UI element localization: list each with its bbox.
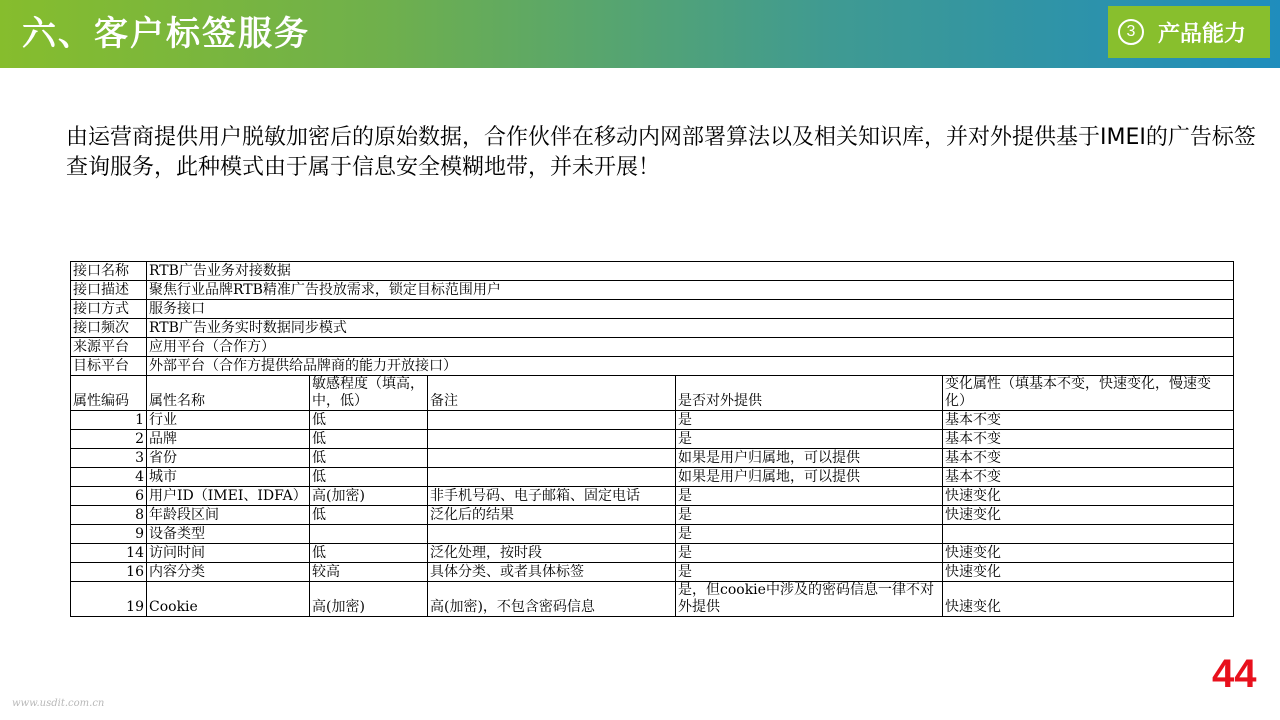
table-cell: [428, 411, 676, 430]
table-cell: 年龄段区间: [147, 506, 310, 525]
info-value: RTB广告业务对接数据: [147, 262, 1234, 281]
table-cell: 快速变化: [943, 506, 1234, 525]
table-cell: 是: [676, 525, 943, 544]
attr-code-cell: 8: [71, 506, 147, 525]
section-badge: [1108, 6, 1270, 58]
table-cell: 泛化后的结果: [428, 506, 676, 525]
table-cell: 快速变化: [943, 563, 1234, 582]
info-row: [71, 262, 1234, 281]
page-number: 44: [1212, 652, 1257, 696]
table-cell: 低: [310, 468, 428, 487]
info-row: [71, 300, 1234, 319]
table-cell: 是: [676, 563, 943, 582]
attr-header-cell: 是否对外提供: [676, 376, 943, 411]
attr-header-cell: 属性编码: [71, 376, 147, 411]
table-cell: 基本不变: [943, 430, 1234, 449]
info-label: 接口频次: [71, 319, 147, 338]
table-cell: 快速变化: [943, 544, 1234, 563]
attr-code-cell: 1: [71, 411, 147, 430]
table-cell: 低: [310, 449, 428, 468]
attr-code-cell: 9: [71, 525, 147, 544]
table-cell: 设备类型: [147, 525, 310, 544]
table-cell: 非手机号码、电子邮箱、固定电话: [428, 487, 676, 506]
table-row: [71, 544, 1234, 563]
table-cell: [428, 449, 676, 468]
info-value: 聚焦行业品牌RTB精准广告投放需求，锁定目标范围用户: [147, 281, 1234, 300]
table-cell: 用户ID（IMEI、IDFA）: [147, 487, 310, 506]
attr-header-row: [71, 376, 1234, 411]
table-cell: 高(加密): [310, 487, 428, 506]
table-cell: 低: [310, 544, 428, 563]
table-cell: 是: [676, 487, 943, 506]
table-row: [71, 582, 1234, 617]
info-label: 接口描述: [71, 281, 147, 300]
attr-code-cell: 6: [71, 487, 147, 506]
table-cell: 快速变化: [943, 487, 1234, 506]
table-cell: 高(加密)，不包含密码信息: [428, 582, 676, 617]
attr-code-cell: 4: [71, 468, 147, 487]
table-cell: 泛化处理，按时段: [428, 544, 676, 563]
page-title: 六、客户标签服务: [22, 14, 310, 54]
table-cell: 基本不变: [943, 411, 1234, 430]
info-value: 外部平台（合作方提供给品牌商的能力开放接口）: [147, 357, 1234, 376]
table-row: [71, 525, 1234, 544]
table-cell: 低: [310, 411, 428, 430]
table-row: [71, 487, 1234, 506]
attr-header-cell: 备注: [428, 376, 676, 411]
table-cell: 基本不变: [943, 468, 1234, 487]
attr-code-cell: 3: [71, 449, 147, 468]
table-cell: 是: [676, 411, 943, 430]
table-cell: 低: [310, 506, 428, 525]
interface-table: [70, 261, 1233, 617]
table-cell: 基本不变: [943, 449, 1234, 468]
table-row: [71, 468, 1234, 487]
info-row: [71, 281, 1234, 300]
table-cell: 访问时间: [147, 544, 310, 563]
section-number-icon: 3: [1118, 19, 1144, 45]
table-cell: 城市: [147, 468, 310, 487]
table-row: [71, 430, 1234, 449]
table-cell: 是: [676, 544, 943, 563]
table-cell: Cookie: [147, 582, 310, 617]
attr-code-cell: 19: [71, 582, 147, 617]
table-cell: 快速变化: [943, 582, 1234, 617]
table-cell: 较高: [310, 563, 428, 582]
table-cell: [428, 430, 676, 449]
table-cell: 内容分类: [147, 563, 310, 582]
table-cell: [428, 525, 676, 544]
intro-text: 由运营商提供用户脱敏加密后的原始数据，合作伙伴在移动内网部署算法以及相关知识库，并对外提供基于IMEI的广告标签查询服务，此种模式由于属于信息安全模糊地带，并未开展！: [66, 125, 1256, 180]
table-cell: 高(加密): [310, 582, 428, 617]
info-value: RTB广告业务实时数据同步模式: [147, 319, 1234, 338]
table-cell: 是: [676, 430, 943, 449]
table-cell: [428, 468, 676, 487]
attr-code-cell: 16: [71, 563, 147, 582]
table-cell: 如果是用户归属地，可以提供: [676, 468, 943, 487]
attr-header-cell: 敏感程度（填高，中，低）: [310, 376, 428, 411]
table-row: [71, 411, 1234, 430]
info-label: 目标平台: [71, 357, 147, 376]
attr-header-cell: 属性名称: [147, 376, 310, 411]
attr-code-cell: 2: [71, 430, 147, 449]
header-bar: [0, 0, 1280, 68]
attr-header-cell: 变化属性（填基本不变，快速变化，慢速变化）: [943, 376, 1234, 411]
table-cell: 低: [310, 430, 428, 449]
table-row: [71, 506, 1234, 525]
info-label: 接口方式: [71, 300, 147, 319]
table-cell: 是，但cookie中涉及的密码信息一律不对外提供: [676, 582, 943, 617]
table-cell: 是: [676, 506, 943, 525]
table-cell: 行业: [147, 411, 310, 430]
info-row: [71, 338, 1234, 357]
section-label: 产品能力: [1158, 21, 1247, 47]
table-cell: [943, 525, 1234, 544]
table-cell: 具体分类、或者具体标签: [428, 563, 676, 582]
watermark: www.usdit.com.cn: [12, 698, 105, 709]
info-label: 接口名称: [71, 262, 147, 281]
info-row: [71, 357, 1234, 376]
table-cell: [310, 525, 428, 544]
table-cell: 如果是用户归属地，可以提供: [676, 449, 943, 468]
info-label: 来源平台: [71, 338, 147, 357]
info-row: [71, 319, 1234, 338]
attr-code-cell: 14: [71, 544, 147, 563]
info-value: 应用平台（合作方）: [147, 338, 1234, 357]
table-cell: 品牌: [147, 430, 310, 449]
table-row: [71, 449, 1234, 468]
table-row: [71, 563, 1234, 582]
table-cell: 省份: [147, 449, 310, 468]
info-value: 服务接口: [147, 300, 1234, 319]
